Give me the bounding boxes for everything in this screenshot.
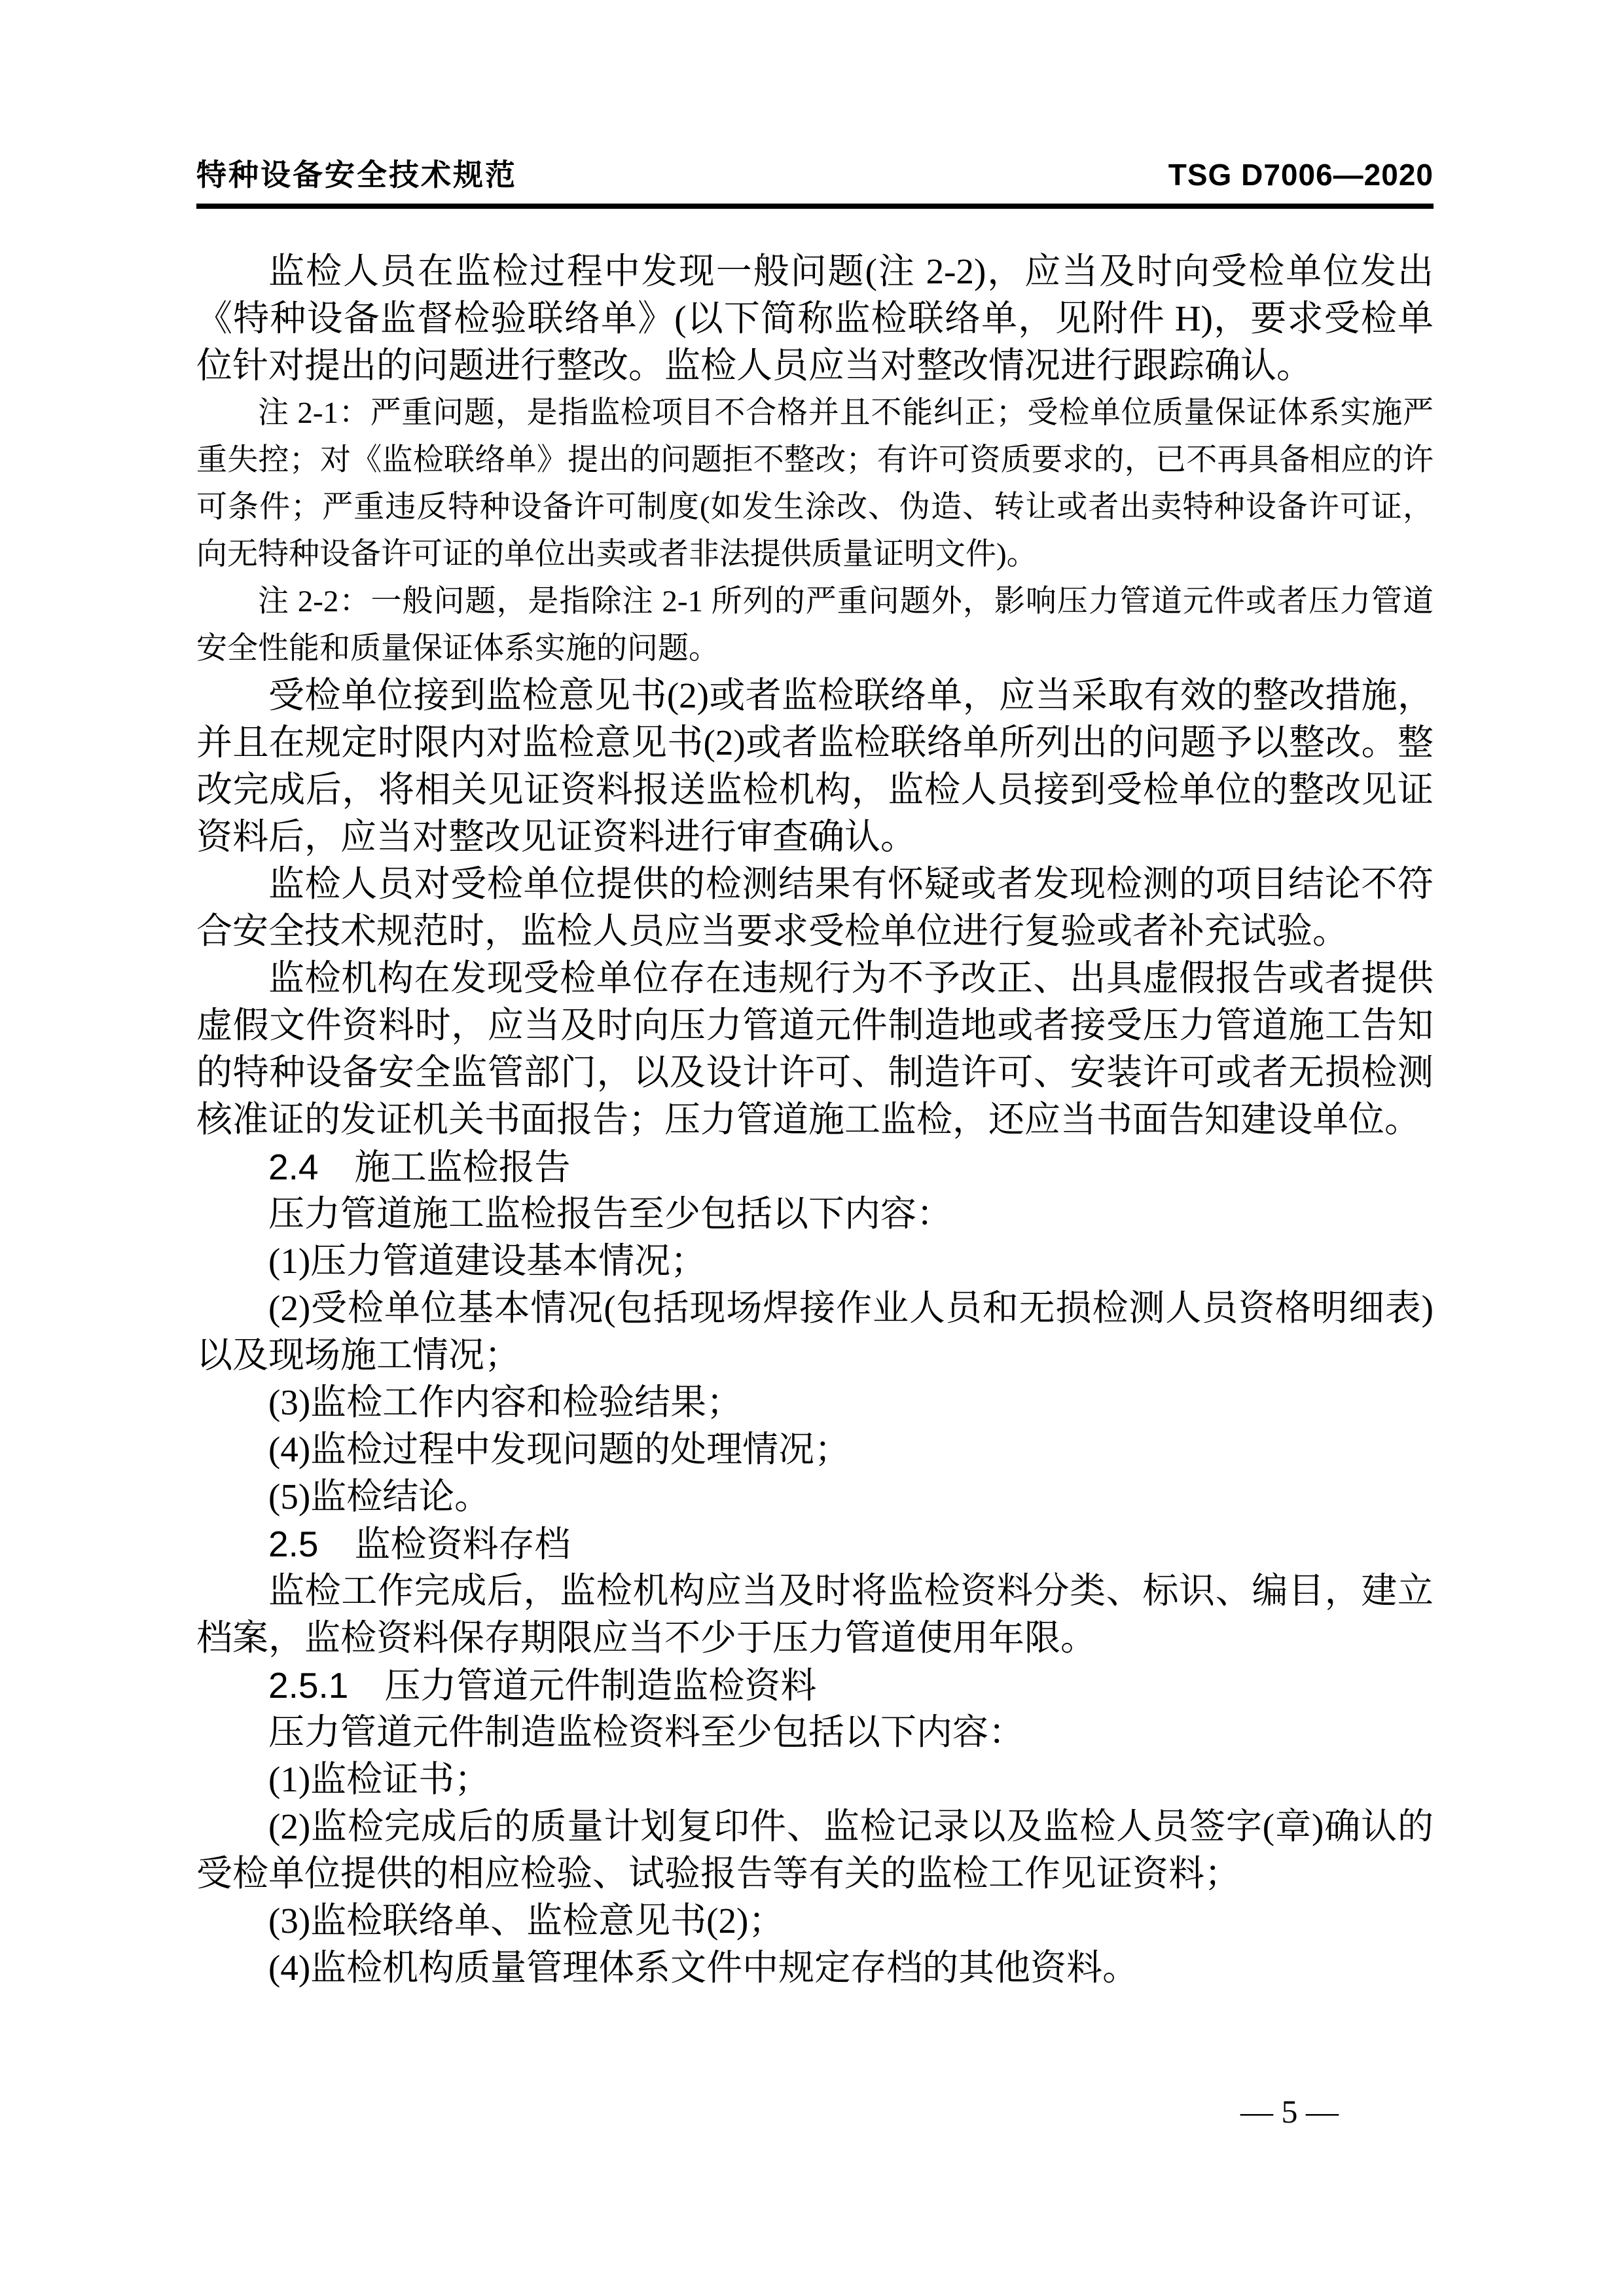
paragraph-archive-contents-intro: 压力管道元件制造监检资料至少包括以下内容： [268, 1712, 1025, 1752]
list-item-archive-4: (4)监检机构质量管理体系文件中规定存档的其他资料。 [268, 1947, 1139, 1988]
paragraph-archive-requirement: 监检工作完成后，监检机构应当及时将监检资料分类、标识、编目，建立档案，监检资料保存期限应当不少于压力管道使用年限。 [196, 1570, 1434, 1658]
paragraph-report-contents-intro: 压力管道施工监检报告至少包括以下内容： [268, 1193, 953, 1234]
list-item-archive-1: (1)监检证书； [268, 1759, 491, 1799]
section-heading-2-5: 2.5 监检资料存档 [268, 1523, 571, 1564]
list-item-report-3: (3)监检工作内容和检验结果； [268, 1382, 743, 1422]
paragraph-general-problem-notice: 监检人员在监检过程中发现一般问题(注 2-2)，应当及时向受检单位发出《特种设备监督检验联络单》(以下简称监检联络单，见附件 H)，要求受检单位针对提出的问题进行整改。监检人员应当对整改情况进行跟踪确认。 [196, 251, 1434, 386]
page-header [196, 158, 1434, 209]
list-item-report-2: (2)受检单位基本情况(包括现场焊接作业人员和无损检测人员资格明细表)以及现场施工情况； [196, 1287, 1434, 1375]
section-heading-2-4: 2.4 施工监检报告 [268, 1146, 571, 1187]
paragraph-retest-requirement: 监检人员对受检单位提供的检测结果有怀疑或者发现检测的项目结论不符合安全技术规范时，监检人员应当要求受检单位进行复验或者补充试验。 [196, 863, 1434, 951]
list-item-archive-3: (3)监检联络单、监检意见书(2)； [268, 1900, 785, 1941]
list-item-report-5: (5)监检结论。 [268, 1476, 491, 1516]
section-heading-2-5-1: 2.5.1 压力管道元件制造监检资料 [268, 1664, 817, 1706]
note-2-1: 注 2-1：严重问题，是指监检项目不合格并且不能纠正；受检单位质量保证体系实施严重失控；对《监检联络单》提出的问题拒不整改；有许可资质要求的，已不再具备相应的许可条件；严重违反特种设备许可制度(如发生涂改、伪造、转让或者出卖特种设备许可证，向无特种设备许可证的单位出卖或者非法提供质量证明文件)。 [196, 395, 1434, 571]
list-item-report-1: (1)压力管道建设基本情况； [268, 1240, 707, 1281]
paragraph-rectification: 受检单位接到监检意见书(2)或者监检联络单，应当采取有效的整改措施，并且在规定时限内对监检意见书(2)或者监检联络单所列出的问题予以整改。整改完成后，将相关见证资料报送监检机构，监检人员接到受检单位的整改见证资料后，应当对整改见证资料进行审查确认。 [196, 675, 1434, 857]
page-footer [1240, 2092, 1339, 2131]
header-right-code: TSG D7006—2020 [1168, 158, 1434, 192]
page-number: — 5 — [1240, 2093, 1339, 2130]
document-body [196, 248, 1434, 1992]
paragraph-violation-report: 监检机构在发现受检单位存在违规行为不予改正、出具虚假报告或者提供虚假文件资料时，应当及时向压力管道元件制造地或者接受压力管道施工告知的特种设备安全监管部门，以及设计许可、制造许可、安装许可或者无损检测核准证的发证机关书面报告；压力管道施工监检，还应当书面告知建设单位。 [196, 958, 1434, 1139]
header-left-title: 特种设备安全技术规范 [196, 158, 517, 192]
list-item-archive-2: (2)监检完成后的质量计划复印件、监检记录以及监检人员签字(章)确认的受检单位提供的相应检验、试验报告等有关的监检工作见证资料； [196, 1806, 1434, 1893]
list-item-report-4: (4)监检过程中发现问题的处理情况； [268, 1429, 851, 1469]
note-2-2: 注 2-2：一般问题，是指除注 2-1 所列的严重问题外，影响压力管道元件或者压力管道安全性能和质量保证体系实施的问题。 [196, 584, 1434, 666]
